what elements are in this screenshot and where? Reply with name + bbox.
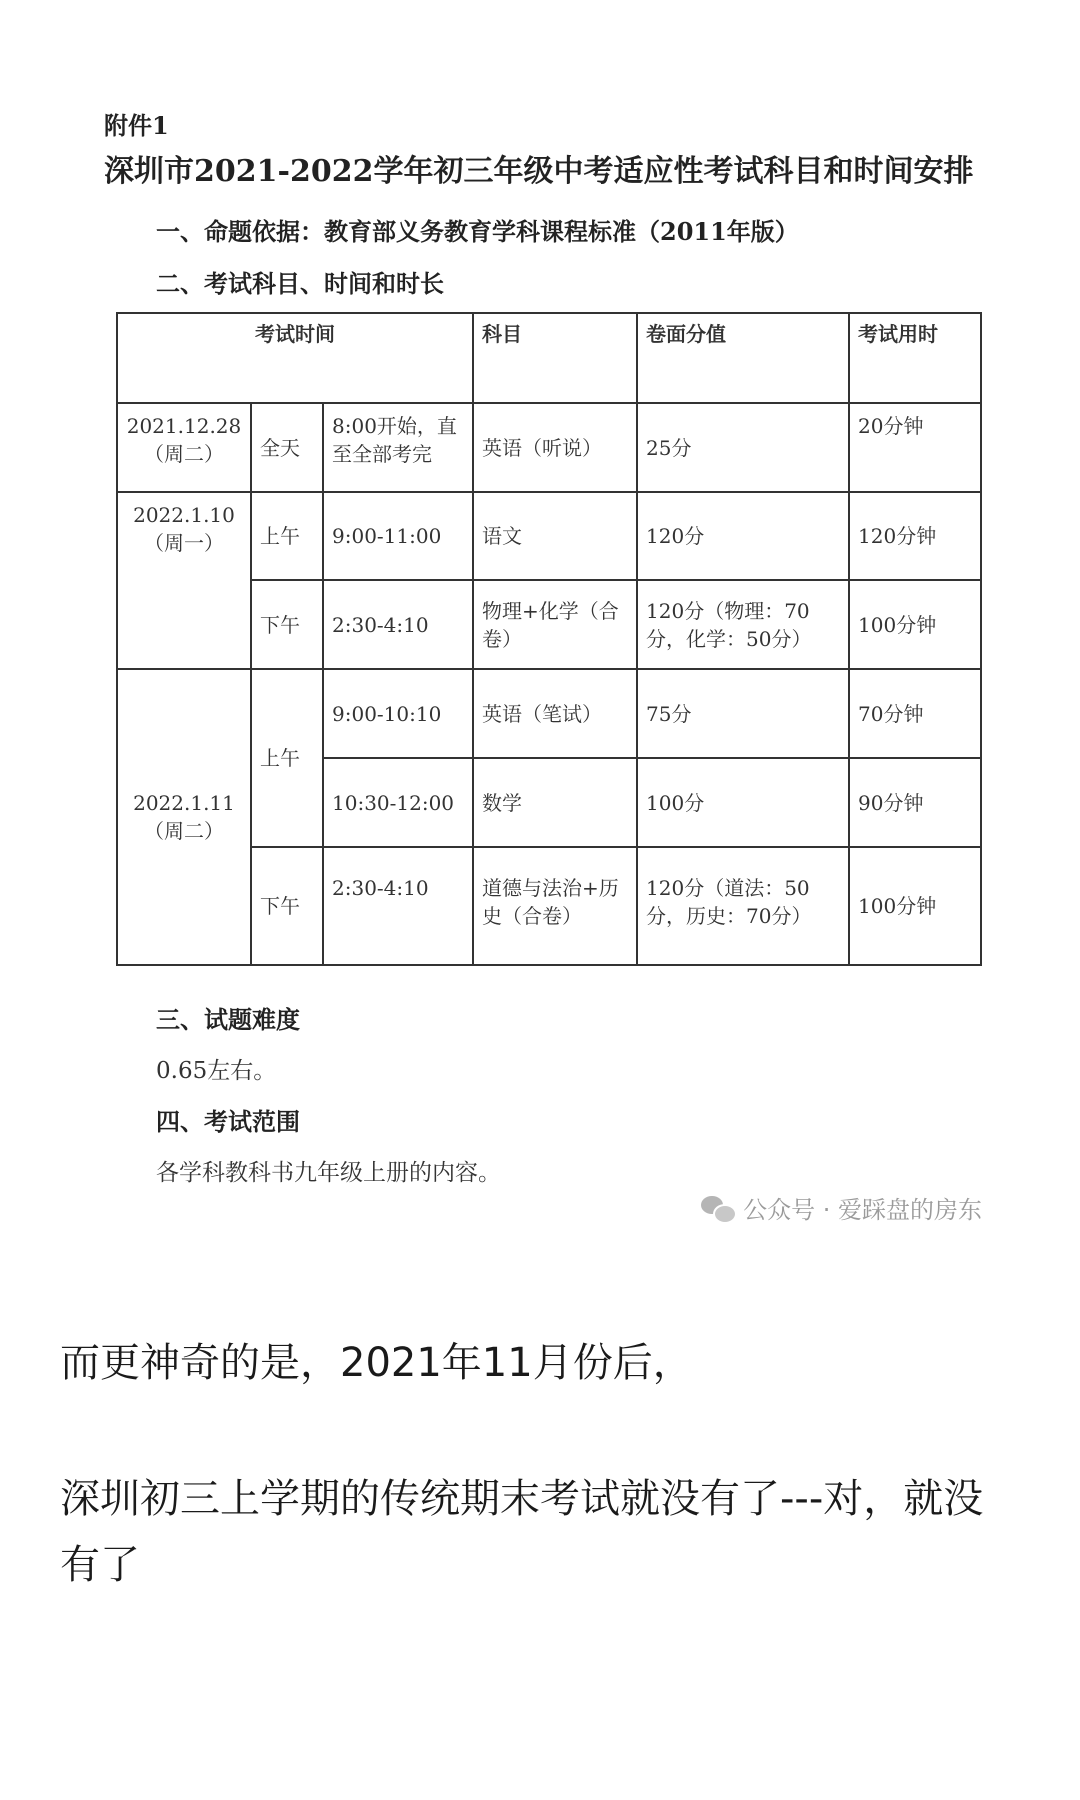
time-cell: 2:30-4:10: [323, 580, 473, 669]
header-subject: 科目: [473, 313, 637, 403]
duration-cell: 90分钟: [849, 758, 981, 847]
score-cell: 100分: [637, 758, 849, 847]
subject-cell: 英语（听说）: [473, 403, 637, 492]
difficulty-value: 0.65左右。: [156, 1058, 277, 1084]
article-paragraph: 而更神奇的是，2021年11月份后，: [60, 1340, 693, 1386]
section-subjects: 二、考试科目、时间和时长: [156, 269, 444, 298]
header-exam-time: 考试时间: [117, 313, 473, 403]
score-cell: 120分: [637, 492, 849, 580]
duration-cell: 100分钟: [849, 847, 981, 965]
score-cell: 120分（道法：50分，历史：70分）: [637, 847, 849, 965]
date-cell: 2022.1.10 （周一）: [117, 492, 251, 669]
watermark: [701, 1190, 982, 1225]
subject-cell: 英语（笔试）: [473, 669, 637, 758]
annex-label: 附件1: [104, 111, 169, 140]
subject-cell: 物理+化学（合卷）: [473, 580, 637, 669]
score-cell: 25分: [637, 403, 849, 492]
header-score: 卷面分值: [637, 313, 849, 403]
duration-cell: 20分钟: [849, 403, 981, 492]
duration-cell: 70分钟: [849, 669, 981, 758]
period-cell: 上午: [251, 669, 323, 847]
period-cell: 下午: [251, 580, 323, 669]
time-cell: 2:30-4:10: [323, 847, 473, 965]
duration-cell: 120分钟: [849, 492, 981, 580]
document-title: 深圳市2021-2022学年初三年级中考适应性考试科目和时间安排: [104, 154, 974, 189]
duration-cell: 100分钟: [849, 580, 981, 669]
score-cell: 120分（物理：70分，化学：50分）: [637, 580, 849, 669]
exam-schedule-table: [116, 312, 982, 966]
header-duration: 考试用时: [849, 313, 981, 403]
time-cell: 9:00-11:00: [323, 492, 473, 580]
table-row: [117, 669, 981, 758]
time-cell: 8:00开始，直至全部考完: [323, 403, 473, 492]
watermark-text: 公众号 · 爱踩盘的房东: [743, 1196, 982, 1224]
time-cell: 10:30-12:00: [323, 758, 473, 847]
scope-text: 各学科教科书九年级上册的内容。: [156, 1160, 501, 1186]
table-row: [117, 403, 981, 492]
section-scope: 四、考试范围: [156, 1107, 300, 1136]
table-header-row: [117, 313, 981, 403]
section-basis: 一、命题依据：教育部义务教育学科课程标准（2011年版）: [156, 217, 799, 246]
period-cell: 下午: [251, 847, 323, 965]
wechat-icon: [701, 1194, 735, 1222]
date-cell: 2022.1.11 （周二）: [117, 669, 251, 965]
subject-cell: 语文: [473, 492, 637, 580]
section-difficulty: 三、试题难度: [156, 1005, 300, 1034]
score-cell: 75分: [637, 669, 849, 758]
period-cell: 全天: [251, 403, 323, 492]
time-cell: 9:00-10:10: [323, 669, 473, 758]
subject-cell: 数学: [473, 758, 637, 847]
table-row: [117, 492, 981, 580]
subject-cell: 道德与法治+历史（合卷）: [473, 847, 637, 965]
period-cell: 上午: [251, 492, 323, 580]
date-cell: 2021.12.28 （周二）: [117, 403, 251, 492]
article-paragraph: 深圳初三上学期的传统期末考试就没有了---对，就没有了: [60, 1476, 984, 1588]
